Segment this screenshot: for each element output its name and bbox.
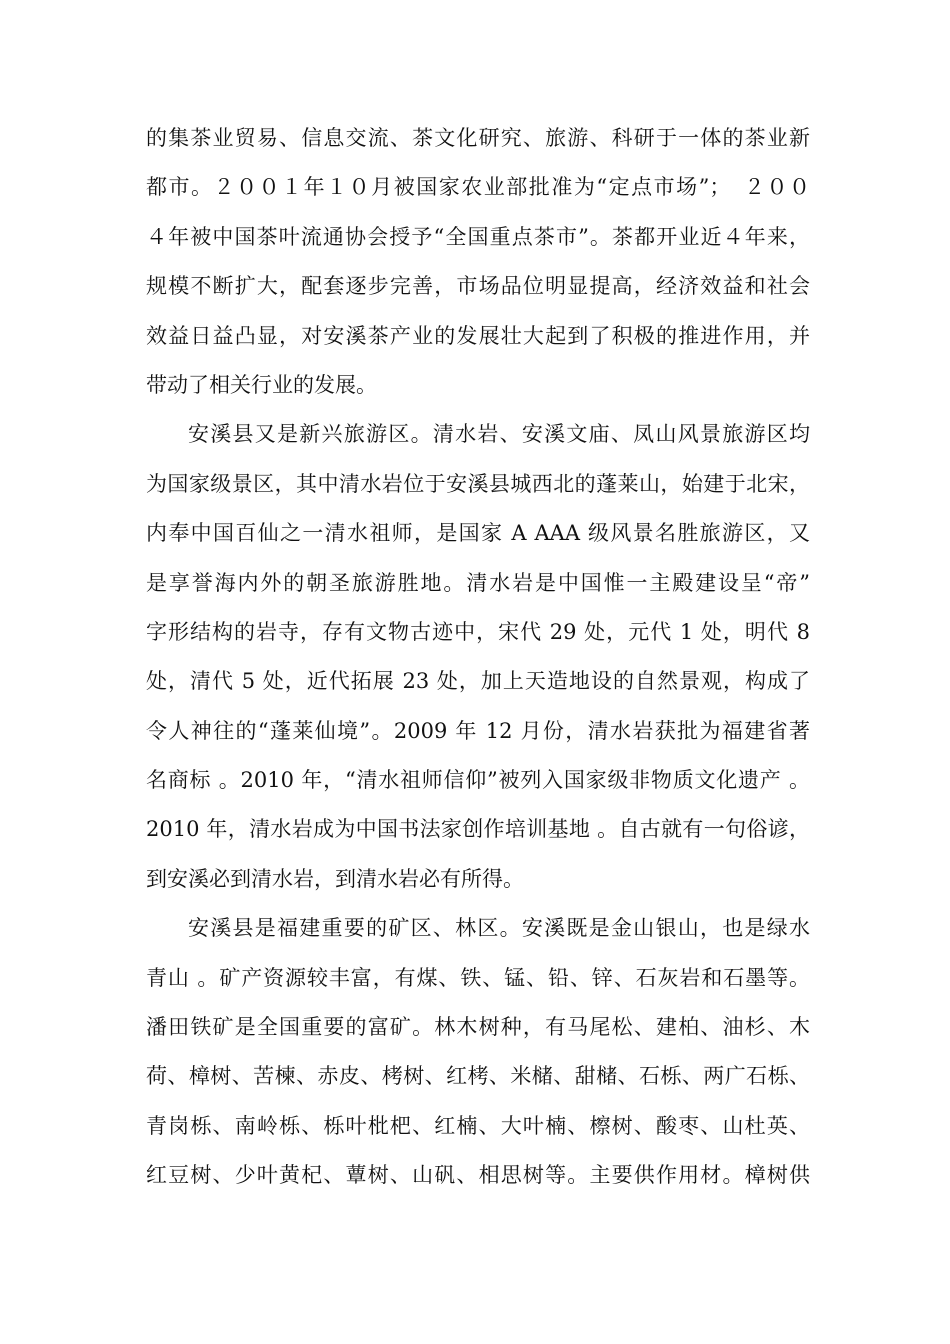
- paragraph-3: [146, 904, 810, 1200]
- document-body: [146, 114, 810, 1201]
- text-line: 青岗栎、南岭栎、栎叶枇杷、红楠、大叶楠、檫树、酸枣、山杜英、: [146, 1113, 810, 1138]
- text-line: 安溪县是福建重要的矿区、林区。安溪既是金山银山，也是绿水: [188, 916, 810, 941]
- text-line: 安溪县又是新兴旅游区。清水岩、安溪文庙、凤山风景旅游区均: [188, 422, 810, 447]
- text-line: 令人神往的“蓬莱仙境”。2009 年 12 月份，清水岩获批为福建省著: [146, 718, 810, 743]
- text-line: 带动了相关行业的发展。: [146, 372, 377, 397]
- text-line: 是享誉海内外的朝圣旅游胜地。清水岩是中国惟一主殿建设呈“帝”: [146, 570, 810, 595]
- text-line: 红豆树、少叶黄杞、蕈树、山矾、相思树等。主要供作用材。樟树供: [146, 1163, 810, 1188]
- text-line: ４年被中国茶叶流通协会授予“全国重点茶市”。茶都开业近４年来，: [146, 224, 810, 249]
- text-line: 效益日益凸显，对安溪茶产业的发展壮大起到了积极的推进作用，并: [146, 323, 810, 348]
- text-line: 青山 。矿产资源较丰富，有煤、铁、锰、铅、锌、石灰岩和石墨等。: [146, 965, 810, 990]
- text-line: 规模不断扩大，配套逐步完善，市场品位明显提高，经济效益和社会: [146, 274, 810, 299]
- text-line: 名商标 。2010 年，“清水祖师信仰”被列入国家级非物质文化遗产 。: [146, 768, 810, 793]
- text-line: 内奉中国百仙之一清水祖师，是国家 A AAA 级风景名胜旅游区，又: [146, 521, 810, 546]
- text-line: 的集茶业贸易、信息交流、茶文化研究、旅游、科研于一体的茶业新: [146, 126, 810, 150]
- text-line: 字形结构的岩寺，存有文物古迹中，宋代 29 处，元代 1 处，明代 8: [146, 619, 810, 644]
- paragraph-1: [146, 114, 810, 410]
- text-line: 到安溪必到清水岩，到清水岩必有所得。: [146, 866, 524, 891]
- paragraph-2: [146, 410, 810, 904]
- text-line: 2010 年，清水岩成为中国书法家创作培训基地 。自古就有一句俗谚，: [146, 817, 810, 842]
- text-line: 都市。２００１年１０月被国家农业部批准为“定点市场”； ２００: [146, 175, 810, 200]
- text-line: 荷、樟树、苦楝、赤皮、栲树、红栲、米槠、甜槠、石栎、两广石栎、: [146, 1064, 810, 1089]
- text-line: 潘田铁矿是全国重要的富矿。林木树种，有马尾松、建柏、油杉、木: [146, 1015, 810, 1040]
- text-line: 为国家级景区，其中清水岩位于安溪县城西北的蓬莱山，始建于北宋，: [146, 471, 810, 496]
- text-line: 处，清代 5 处，近代拓展 23 处，加上天造地设的自然景观，构成了: [146, 669, 810, 694]
